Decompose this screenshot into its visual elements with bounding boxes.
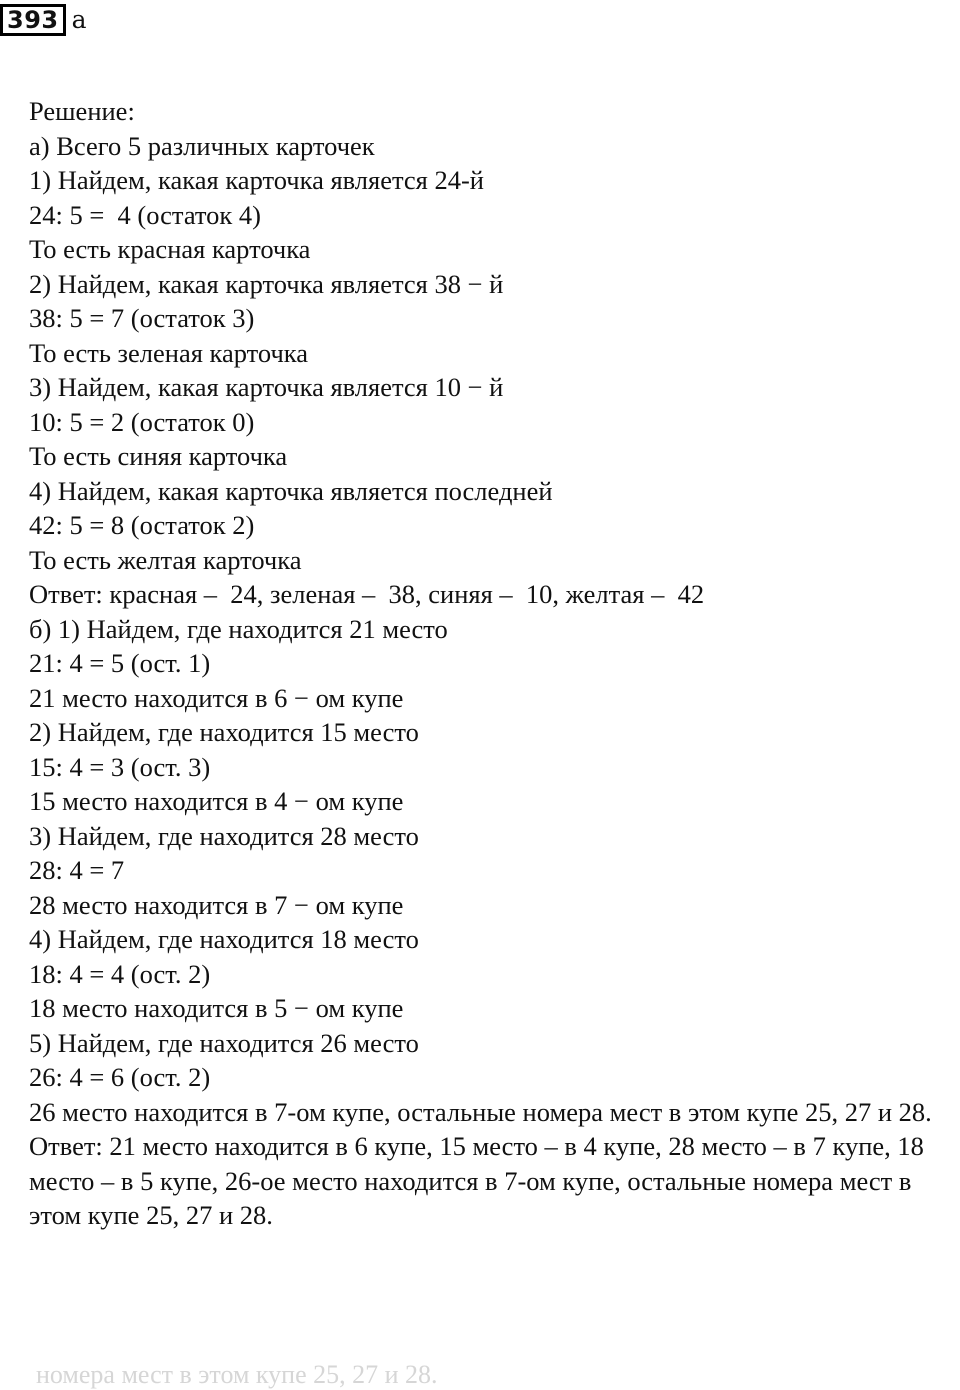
solution-line: То есть зеленая карточка (29, 337, 309, 368)
solution-line: 2) Найдем, какая карточка является 38 − й (29, 268, 504, 299)
task-part-letter: а (71, 5, 87, 34)
solution-line: 3) Найдем, какая карточка является 10 − й (29, 372, 504, 402)
solution-line: 28 место находится в 7 − ом купе (29, 889, 404, 920)
answer-paragraph-b: Ответ: 21 место находится в 6 купе, 15 место – в 4 купе, 28 место – в 7 купе, 18 место – в 5 купе, 26-ое место находится в 7-ом купе, остальные номера мест в этом купе 25, 27 и 28. (29, 1131, 924, 1230)
solution-line: 3) Найдем, где находится 28 место (29, 820, 419, 851)
solution-line: б) 1) Найдем, где находится 21 место (29, 613, 448, 644)
solution-line: 4) Найдем, где находится 18 место (29, 924, 419, 954)
task-header (0, 4, 87, 36)
faded-bleed-text: номера мест в этом купе 25, 27 и 28. (36, 1360, 438, 1389)
solution-line: То есть желтая карточка (29, 544, 302, 575)
solution-line: 10: 5 = 2 (остаток 0) (29, 406, 255, 437)
solution-line: 15: 4 = 3 (ост. 3) (29, 751, 211, 782)
solution-line: То есть синяя карточка (29, 441, 288, 471)
solution-line: 5) Найдем, где находится 26 место (29, 1027, 419, 1058)
solution-line: 2) Найдем, где находится 15 место (29, 717, 419, 747)
solution-line: 18 место находится в 5 − ом купе (29, 993, 404, 1023)
solution-line: а) Всего 5 различных карточек (29, 130, 375, 161)
solution-line: 42: 5 = 8 (остаток 2) (29, 510, 255, 540)
solution-paragraph: 26 место находится в 7-ом купе, остальные номера мест в этом купе 25, 27 и 28. (29, 1096, 932, 1127)
solution-heading: Решение: (29, 96, 135, 126)
solution-line: 38: 5 = 7 (остаток 3) (29, 303, 255, 333)
solution-line: 15 место находится в 4 − ом купе (29, 786, 404, 816)
solution-line: 21 место находится в 6 − ом купе (29, 682, 404, 713)
solution-line: 26: 4 = 6 (ост. 2) (29, 1062, 211, 1092)
solution-line: 28: 4 = 7 (29, 855, 125, 885)
solution-line: 24: 5 = 4 (остаток 4) (29, 199, 261, 230)
solution-line: 21: 4 = 5 (ост. 1) (29, 648, 211, 678)
solution-line: 4) Найдем, какая карточка является последней (29, 475, 553, 506)
solution-body (29, 94, 959, 1233)
solution-line: 18: 4 = 4 (ост. 2) (29, 958, 211, 989)
answer-line-a: Ответ: красная – 24, зеленая – 38, синяя – 10, желтая – 42 (29, 579, 705, 609)
solution-line: То есть красная карточка (29, 234, 311, 264)
task-number: 393 (0, 4, 66, 36)
solution-line: 1) Найдем, какая карточка является 24-й (29, 165, 484, 195)
